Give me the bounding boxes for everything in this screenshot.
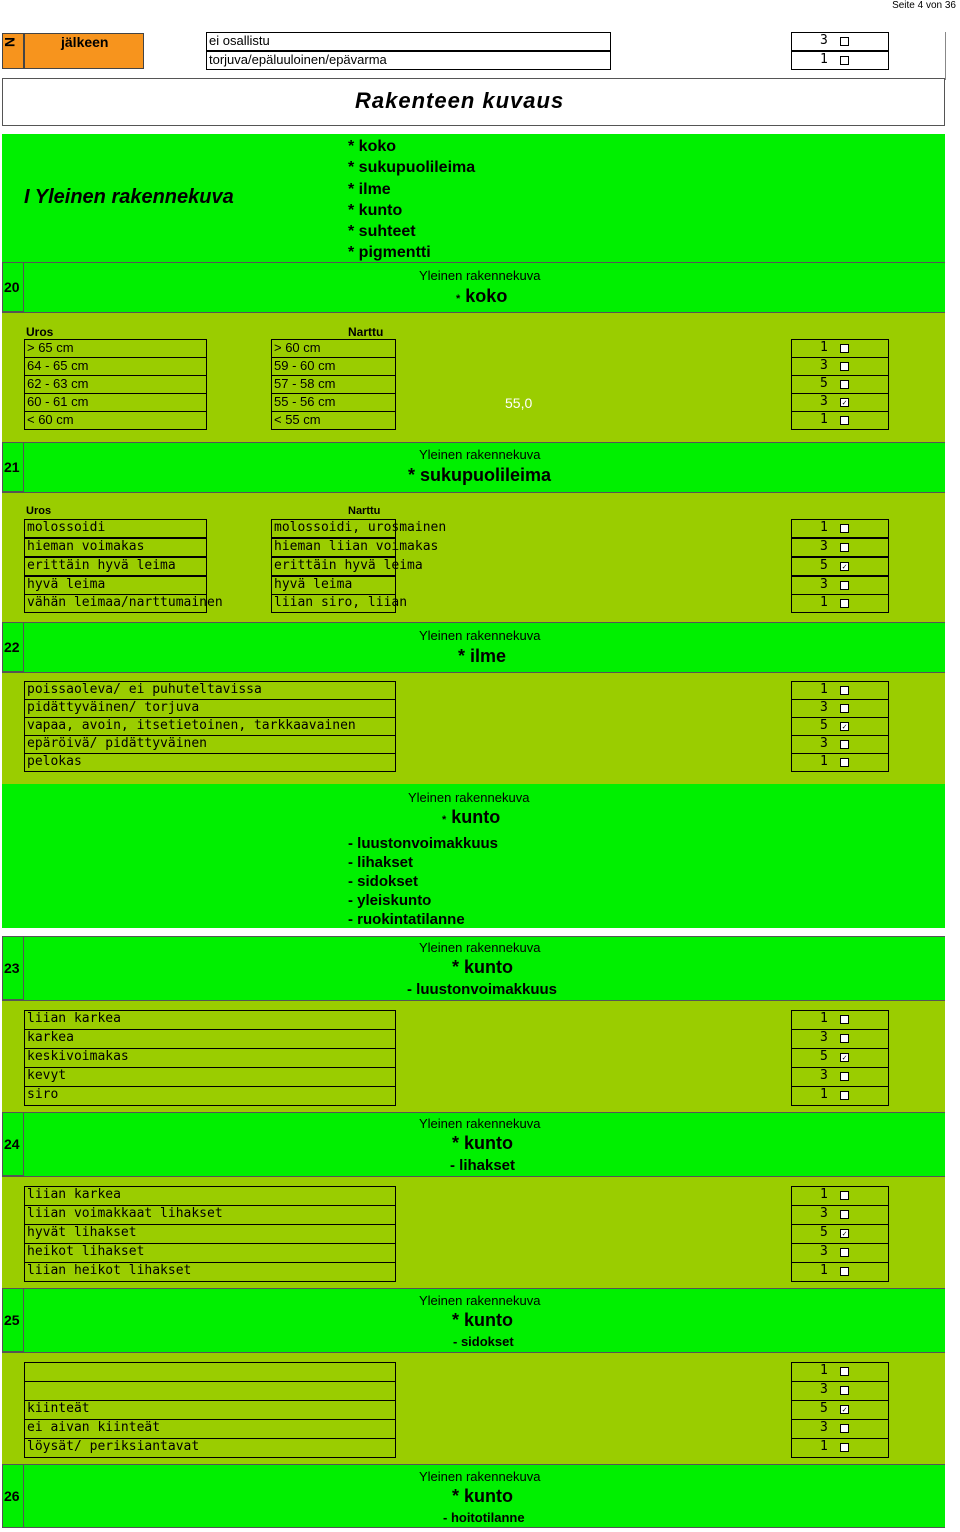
score-cell[interactable]: 5 ✓ [791,1048,889,1068]
intro-bullets [348,136,475,264]
score-cell[interactable]: 3 [791,538,889,557]
checkbox[interactable] [840,543,849,552]
sec23-subheading: - luustonvoimakkuus [407,981,558,998]
sec23-category: Yleinen rakennekuva [419,940,541,955]
checkbox[interactable] [840,37,849,46]
table-row [24,1362,396,1382]
score-cell[interactable]: 3 [791,576,889,595]
score-cell[interactable]: 5 [791,375,889,394]
checkbox[interactable] [840,1424,849,1433]
kunto-intro-bullets [348,834,498,929]
score-cell[interactable]: 1 [791,519,889,538]
kunto-bullet: - sidokset [348,873,419,890]
sec26-number: 26 [4,1488,20,1504]
score-cell[interactable]: 3 [791,1243,889,1263]
table-row: karkea [24,1029,396,1049]
checkbox[interactable] [840,344,849,353]
score-cell[interactable]: 1 [791,594,889,613]
table-row: poissaoleva/ ei puhuteltavissa [24,681,396,700]
score-cell[interactable]: 1 [791,1086,889,1106]
sec24-category: Yleinen rakennekuva [419,1116,541,1131]
table-row: 55 - 56 cm [271,393,396,412]
intro-bullet: * ilme [348,180,391,198]
top-row-1: torjuva/epäluuloinen/epävarma [206,51,611,70]
table-row: hieman voimakas [24,538,207,557]
score-cell[interactable]: 5 ✓ [791,557,889,576]
intro-bullet: * kunto [348,201,403,219]
checkbox[interactable] [840,524,849,533]
score-cell[interactable]: 5 ✓ [791,1224,889,1244]
table-row: keskivoimakas [24,1048,396,1068]
score-cell[interactable]: 3 [791,1029,889,1049]
sec21-narttu-label: Narttu [348,505,381,517]
checkbox[interactable] [840,1443,849,1452]
sec26-heading: * kunto [452,1486,513,1506]
checkbox[interactable] [840,1072,849,1081]
checkbox[interactable] [840,1386,849,1395]
checkbox[interactable] [840,56,849,65]
table-row: hyvä leima [24,576,207,595]
table-row: 64 - 65 cm [24,357,207,376]
sec22-heading: * ilme [458,646,507,666]
sec25-number: 25 [4,1312,20,1328]
sec21-heading: * sukupuolileima [408,465,552,485]
checkbox[interactable] [840,416,849,425]
kunto-bullet: - luustonvoimakkuus [348,835,499,852]
checkbox[interactable] [840,380,849,389]
jalkeen-label: jälkeen [61,34,109,50]
table-row: liian siro, liian [271,594,396,613]
table-row [24,1381,396,1401]
checkbox[interactable] [840,1015,849,1024]
score-cell[interactable]: 3 [791,735,889,754]
table-row: pidättyväinen/ torjuva [24,699,396,718]
score-cell[interactable]: 1 [791,339,889,358]
table-row: molossoidi [24,519,207,538]
intro-bullet: * sukupuolileima [348,159,476,177]
score-cell[interactable]: 3 [791,1419,889,1439]
checkbox-checked[interactable]: ✓ [840,1229,849,1238]
kunto-bullet: - yleiskunto [348,892,432,909]
sec21-uros-label: Uros [26,505,52,517]
sec20-value: 55,0 [505,395,533,411]
jalkeen-cell [24,33,144,69]
checkbox[interactable] [840,758,849,767]
page-title: Rakenteen kuvaus [355,88,565,113]
score-cell[interactable]: 1 [791,753,889,772]
top-score-1[interactable]: 1 [791,51,889,70]
sec20-uros-label: Uros [26,325,54,339]
sec25-heading: * kunto [452,1310,513,1330]
sec22-number: 22 [4,639,20,655]
table-row: > 65 cm [24,339,207,358]
checkbox-checked[interactable]: ✓ [840,1405,849,1414]
table-row: vähän leimaa/narttumainen [24,594,207,613]
sec24-number: 24 [4,1136,20,1152]
table-row: liian voimakkaat lihakset [24,1205,396,1225]
table-row: vapaa, avoin, itsetietoinen, tarkkaavainen [24,717,396,736]
checkbox[interactable] [840,1034,849,1043]
table-row: löysät/ periksiantavat [24,1438,396,1458]
checkbox[interactable] [840,1267,849,1276]
checkbox-checked[interactable]: ✓ [840,722,849,731]
top-score-0[interactable]: 3 [791,32,889,51]
kunto-intro-heading: * kunto [442,807,501,827]
table-row: heikot lihakset [24,1243,396,1263]
sec22-category: Yleinen rakennekuva [419,628,541,643]
checkbox[interactable] [840,1091,849,1100]
score-cell[interactable]: 3 [791,357,889,376]
score-cell[interactable]: 1 [791,1438,889,1458]
table-row: > 60 cm [271,339,396,358]
table-row: siro [24,1086,396,1106]
table-row: 57 - 58 cm [271,375,396,394]
sec23-number: 23 [4,960,20,976]
table-row: liian karkea [24,1010,396,1030]
intro-bullet: * suhteet [348,223,416,241]
kunto-intro-category: Yleinen rakennekuva [408,790,530,805]
checkbox[interactable] [840,599,849,608]
checkbox[interactable] [840,740,849,749]
table-row: erittäin hyvä leima [271,557,396,576]
score-cell[interactable]: 1 [791,1362,889,1382]
checkbox[interactable] [840,686,849,695]
checkbox[interactable] [840,581,849,590]
top-row-0: ei osallistu [206,32,611,51]
table-row: 62 - 63 cm [24,375,207,394]
checkbox[interactable] [840,362,849,371]
table-row: < 55 cm [271,411,396,430]
score-cell[interactable]: 1 [791,681,889,700]
intro-bullet: * koko [348,138,397,155]
table-row: pelokas [24,753,396,772]
sec24-heading: * kunto [452,1133,513,1153]
table-row: liian karkea [24,1186,396,1206]
sec21-number: 21 [4,459,20,475]
sec20-narttu-label: Narttu [348,325,384,339]
checkbox[interactable] [840,1191,849,1200]
sec20-heading: * koko [456,286,508,306]
table-row: hyvät lihakset [24,1224,396,1244]
table-row: liian heikot lihakset [24,1262,396,1282]
n-mark-cell [2,33,24,69]
score-cell[interactable]: 5 ✓ [791,1400,889,1420]
checkbox[interactable] [840,1248,849,1257]
score-cell[interactable]: 1 [791,411,889,430]
score-cell[interactable]: 1 [791,1262,889,1282]
sec26-subheading: - hoitotilanne [443,1510,525,1525]
score-cell[interactable]: 5 ✓ [791,717,889,736]
checkbox-checked[interactable]: ✓ [840,1053,849,1062]
table-row: kiinteät [24,1400,396,1420]
table-row: 59 - 60 cm [271,357,396,376]
checkbox[interactable] [840,1367,849,1376]
checkbox-checked[interactable]: ✓ [840,398,849,407]
sec24-subheading: - lihakset [450,1157,516,1174]
sec21-category: Yleinen rakennekuva [419,447,541,462]
score-cell[interactable]: 1 [791,1010,889,1030]
sec26-category: Yleinen rakennekuva [419,1469,541,1484]
table-row: kevyt [24,1067,396,1087]
n-mark: N [2,36,19,48]
checkbox[interactable] [840,704,849,713]
checkbox-checked[interactable]: ✓ [840,562,849,571]
table-row: hieman liian voimakas [271,538,396,557]
sec20-category: Yleinen rakennekuva [419,268,541,283]
table-row: hyvä leima [271,576,396,595]
checkbox[interactable] [840,1210,849,1219]
table-row: < 60 cm [24,411,207,430]
kunto-bullet: - lihakset [348,854,414,871]
sec25-category: Yleinen rakennekuva [419,1293,541,1308]
sec20-number: 20 [4,279,20,295]
sec23-heading: * kunto [452,957,513,977]
score-cell[interactable]: 1 [791,1186,889,1206]
table-row: epäröivä/ pidättyväinen [24,735,396,754]
score-cell[interactable]: 3 ✓ [791,393,889,412]
table-row: erittäin hyvä leima [24,557,207,576]
sec25-subheading: - sidokset [453,1334,514,1349]
score-cell[interactable]: 3 [791,1067,889,1087]
kunto-bullet: - ruokintatilanne [348,911,465,928]
score-cell[interactable]: 3 [791,1205,889,1225]
intro-bullet: * pigmentti [348,244,431,262]
score-cell[interactable]: 3 [791,699,889,718]
score-cell[interactable]: 3 [791,1381,889,1401]
table-row: molossoidi, urosmainen [271,519,396,538]
table-row: ei aivan kiinteät [24,1419,396,1439]
section-label: I Yleinen rakennekuva [24,186,234,208]
table-row: 60 - 61 cm [24,393,207,412]
page-number: Seite 4 von 36 [892,0,956,11]
